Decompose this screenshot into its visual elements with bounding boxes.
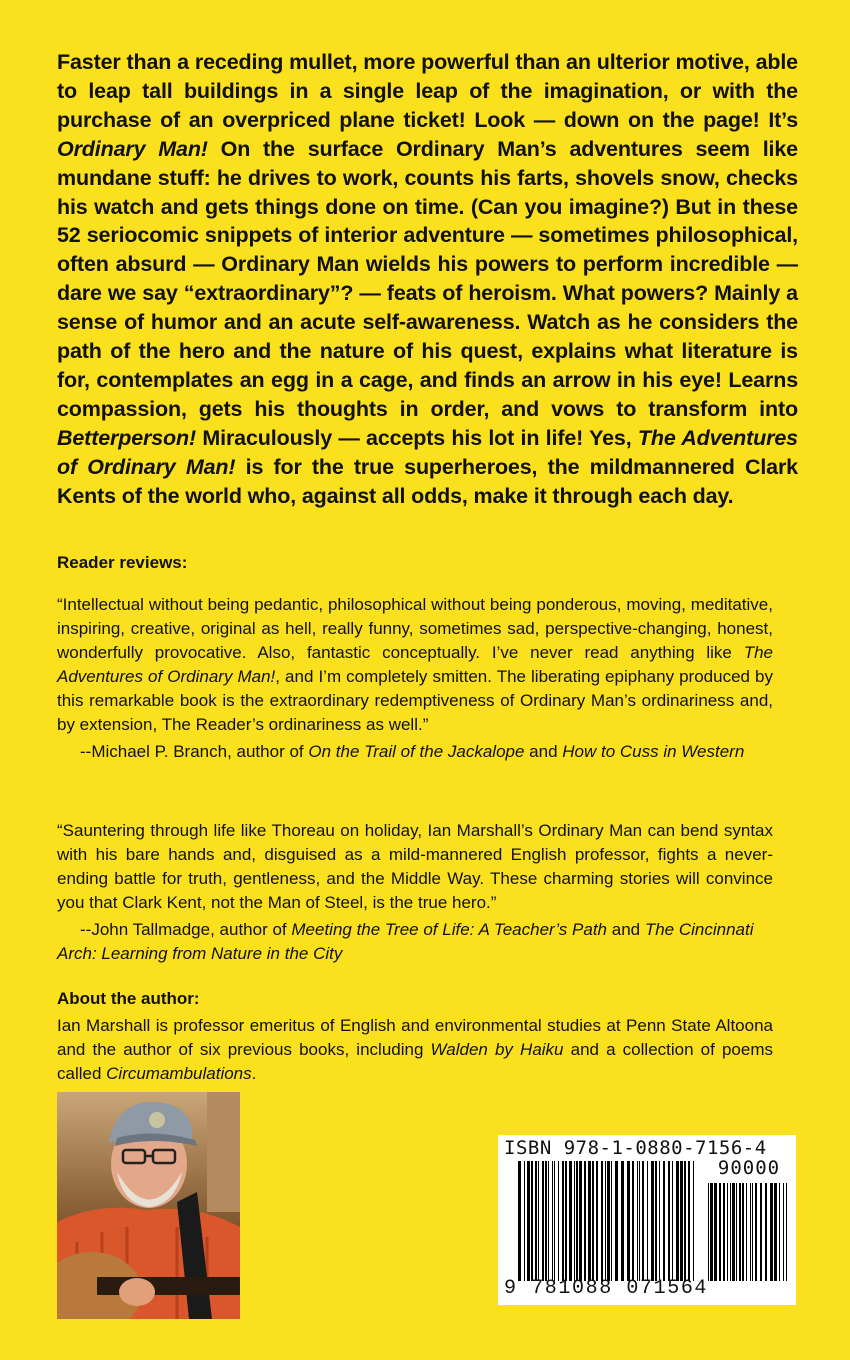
barcode-bar <box>548 1161 549 1281</box>
barcode-bar <box>611 1161 612 1281</box>
barcode-bar <box>730 1183 731 1281</box>
review-branch-attribution: --Michael P. Branch, author of On the Trail of the Jackalope and How to Cuss in Western <box>80 742 745 761</box>
barcode-bar <box>535 1161 537 1281</box>
barcode-bar <box>688 1161 690 1281</box>
author-photo <box>57 1092 240 1319</box>
barcode-bar <box>647 1161 648 1281</box>
barcode-bar <box>637 1161 638 1281</box>
barcode-bar <box>672 1161 673 1281</box>
barcode-bar <box>693 1161 694 1281</box>
barcode-bar <box>627 1161 630 1281</box>
barcode-bar <box>736 1183 737 1281</box>
barcode-bar <box>579 1161 582 1281</box>
barcode-bar <box>783 1183 784 1281</box>
barcode-bar <box>605 1161 606 1281</box>
barcode-bar <box>615 1161 618 1281</box>
barcode-bar <box>732 1183 735 1281</box>
barcode-bar <box>755 1183 757 1281</box>
barcode-bar <box>786 1183 787 1281</box>
barcode-bar <box>668 1161 670 1281</box>
barcode-bar <box>576 1161 578 1281</box>
barcode-bar <box>684 1161 686 1281</box>
review-branch-text: “Intellectual without being pedantic, philosophical without being ponderous, moving, meditative, inspiring, creative, original as hell, really funny, sometimes sad, perspective-changing, honest, wonderfully provocative. Also, fantastic conceptually. I’ve never read anything like The Adventures of Ordinary Man!, and I’m completely smitten. The liberating epiphany produced by this remarkable book is the extraordinary redemptiveness of Ordinary Man’s ordinariness and, by extension, The Reader’s ordinariness as well.” <box>57 595 773 734</box>
barcode-bar <box>558 1161 559 1281</box>
barcode-bar <box>542 1161 544 1281</box>
barcode-bar <box>569 1161 572 1281</box>
barcode-bar <box>659 1161 660 1281</box>
barcode-bar <box>584 1161 586 1281</box>
barcode-bar <box>655 1161 657 1281</box>
barcode-bar <box>710 1183 713 1281</box>
barcode-bar <box>663 1161 665 1281</box>
author-bio: Ian Marshall is professor emeritus of English and environmental studies at Penn State Altoona and the author of six previous books, including Walden by Haiku and a collection of poems called Circumambulations. <box>57 1016 773 1083</box>
barcode-bar <box>770 1183 773 1281</box>
barcode-bar <box>752 1183 753 1281</box>
barcode-bar <box>562 1161 564 1281</box>
barcode-bar <box>642 1161 644 1281</box>
barcode-bar <box>545 1161 547 1281</box>
barcode-bar <box>774 1183 777 1281</box>
supplement-number: 90000 <box>717 1157 781 1179</box>
barcode-bar <box>524 1161 525 1281</box>
barcode-bar <box>719 1183 721 1281</box>
ean-digits: 9 781088 071564 <box>504 1277 709 1300</box>
isbn-barcode <box>498 1135 796 1305</box>
book-title-ordinary-man: Ordinary Man! <box>57 136 208 161</box>
barcode-bar <box>554 1161 555 1281</box>
barcode-bar <box>607 1161 610 1281</box>
barcode-bar <box>727 1183 728 1281</box>
barcode-bar <box>518 1161 521 1281</box>
barcode-bar <box>592 1161 594 1281</box>
barcode-bar <box>632 1161 634 1281</box>
reader-reviews-heading: Reader reviews: <box>57 553 188 572</box>
barcode-bar <box>746 1183 747 1281</box>
barcode-bar <box>552 1161 553 1281</box>
review-tallmadge <box>57 819 773 966</box>
barcode-bar <box>779 1183 780 1281</box>
barcode-bar <box>639 1161 640 1281</box>
barcode-bar <box>538 1161 539 1281</box>
barcode-bar <box>601 1161 603 1281</box>
barcode-bar <box>760 1183 762 1281</box>
barcode-bar <box>651 1161 654 1281</box>
about-author-heading: About the author: <box>57 989 200 1008</box>
barcode-bar <box>765 1183 767 1281</box>
barcode-bar <box>531 1161 533 1281</box>
barcode-bar <box>574 1161 575 1281</box>
book-title-full: The Adventures of Ordinary Man! <box>57 425 798 479</box>
back-cover-blurb: Faster than a receding mullet, more powerful than an ulterior motive, able to leap tall buildings in a single leap of the imagination, or with the purchase of an overpriced plane ticket! Look — down on the page! It’s Ordinary Man! On the surface Ordinary Man’s adventures seem like mundane stuff: he drives to work, counts his farts, shovels snow, checks his watch and gets things done on time. (Can you imagine?) But in these 52 seriocomic snippets of interior adventure — sometimes philosophical, often absurd — Ordinary Man wields his powers to perform incredible — dare we say “extraordinary”? — feats of heroism. What powers? Mainly a sense of humor and an acute self-awareness. Watch as he considers the path of the hero and the nature of his quest, explains what literature is for, contemplates an egg in a cage, and finds an arrow in his eye! Learns compassion, gets his thoughts in order, and vows to transform into Betterperson! Miraculously — accepts his lot in life! Yes, The Adventures of Ordinary Man! is for the true superheroes, the mildmannered Clark Kents of the world who, against all odds, make it through each day. <box>57 50 798 508</box>
barcode-bar <box>588 1161 591 1281</box>
review-tallmadge-attribution: --John Tallmadge, author of Meeting the Tree of Life: A Teacher’s Path and The Cincinnati Arch: Learning from Nature in the City <box>57 920 754 963</box>
barcode-bar <box>750 1183 751 1281</box>
barcode-bar <box>596 1161 598 1281</box>
barcode-bar <box>565 1161 567 1281</box>
supplement-barcode-bars <box>708 1183 790 1281</box>
book-title-betterperson: Betterperson! <box>57 425 197 450</box>
barcode-bar <box>708 1183 709 1281</box>
barcode-bar <box>527 1161 530 1281</box>
isbn-text: ISBN 978-1-0880-7156-4 <box>504 1137 767 1159</box>
barcode-bar <box>742 1183 744 1281</box>
barcode-bar <box>739 1183 741 1281</box>
barcode-bar <box>714 1183 717 1281</box>
review-tallmadge-text: “Sauntering through life like Thoreau on holiday, Ian Marshall’s Ordinary Man can bend syntax with his bare hands and, disguised as a mild-mannered English professor, fights a never-ending battle for truth, gentleness, and the Middle Way. These charming stories will convince you that Clark Kent, not the Man of Steel, is the true hero.” <box>57 821 773 912</box>
barcode-bar <box>680 1161 683 1281</box>
ean-barcode-bars <box>518 1161 698 1281</box>
barcode-bar <box>621 1161 624 1281</box>
review-branch <box>57 593 773 764</box>
barcode-bar <box>676 1161 679 1281</box>
barcode-bar <box>723 1183 725 1281</box>
